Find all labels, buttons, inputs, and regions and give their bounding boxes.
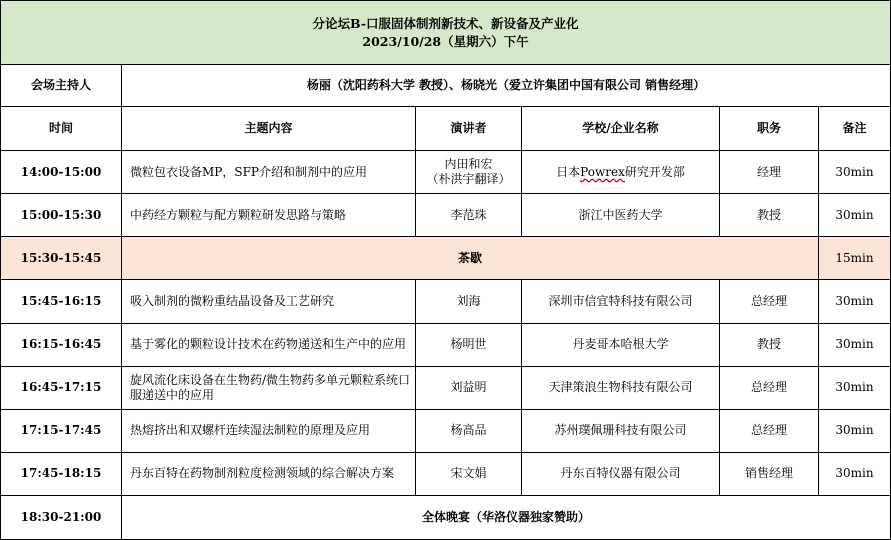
row-time: 17:45-18:15 [1,452,122,495]
row-topic: 吸入制剂的微粉重结晶设备及工艺研究 [122,280,416,323]
row-org: 苏州璞佩珊科技有限公司 [522,409,720,452]
row-org [522,151,720,194]
row-speaker: 刘益明 [416,366,522,409]
row-org: 浙江中医药大学 [522,194,720,237]
row-speaker: 杨明世 [416,323,522,366]
row-speaker: 刘海 [416,280,522,323]
row-topic: 微粒包衣设备MP，SFP介绍和制剂中的应用 [122,151,416,194]
row-position: 销售经理 [720,452,819,495]
break-note: 15min [819,237,891,280]
row-topic: 丹东百特在药物制剂粒度检测领域的综合解决方案 [122,452,416,495]
row-time: 16:45-17:15 [1,366,122,409]
session-date: 2023/10/28（星期六）下午 [362,33,529,49]
row-topic: 中药经方颗粒与配方颗粒研发思路与策略 [122,194,416,237]
table-row [1,323,891,366]
host-label: 会场主持人 [1,65,122,107]
row-speaker: 宋文娟 [416,452,522,495]
break-label: 茶歇 [122,237,819,280]
org-brand: Powrex [580,164,625,179]
col-header-org: 学校/企业名称 [522,107,720,151]
col-header-time: 时间 [1,107,122,151]
col-header-speaker: 演讲者 [416,107,522,151]
col-header-note: 备注 [819,107,891,151]
row-org: 天津策浪生物科技有限公司 [522,366,720,409]
row-note: 30min [819,194,891,237]
row-time: 15:45-16:15 [1,280,122,323]
row-time: 16:15-16:45 [1,323,122,366]
break-row [1,237,891,280]
table-row [1,452,891,495]
row-topic: 基于雾化的颗粒设计技术在药物递送和生产中的应用 [122,323,416,366]
row-time: 14:00-15:00 [1,151,122,194]
page-title: 分论坛B-口服固体制剂新技术、新设备及产业化 [312,15,579,31]
row-speaker [416,151,522,194]
dinner-time: 18:30-21:00 [1,495,122,539]
row-position: 总经理 [720,366,819,409]
row-org: 深圳市信宜特科技有限公司 [522,280,720,323]
row-position: 总经理 [720,280,819,323]
row-position: 经理 [720,151,819,194]
column-header-row [1,107,891,151]
dinner-row [1,495,891,539]
speaker-name: 内田和宏 [444,157,493,172]
row-position: 总经理 [720,409,819,452]
row-topic: 热熔挤出和双螺杆连续湿法制粒的原理及应用 [122,409,416,452]
table-row [1,280,891,323]
table-row [1,151,891,194]
row-note: 30min [819,409,891,452]
row-org: 丹东百特仪器有限公司 [522,452,720,495]
agenda-title-cell [1,1,891,65]
row-note: 30min [819,323,891,366]
dinner-label: 全体晚宴（华洛仪器独家赞助） [122,495,891,539]
row-position: 教授 [720,194,819,237]
table-row [1,409,891,452]
col-header-position: 职务 [720,107,819,151]
org-suffix: 研究开发部 [624,164,685,179]
speaker-translator: （朴洪宇翻译） [426,172,511,187]
row-speaker: 李范珠 [416,194,522,237]
row-note: 30min [819,151,891,194]
break-time: 15:30-15:45 [1,237,122,280]
row-topic: 旋风流化床设备在生物药/微生物药多单元颗粒系统口服递送中的应用 [122,366,416,409]
row-time: 17:15-17:45 [1,409,122,452]
row-note: 30min [819,366,891,409]
host-value: 杨丽（沈阳药科大学 教授）、杨晓光（爱立许集团中国有限公司 销售经理） [122,65,891,107]
row-speaker: 杨高品 [416,409,522,452]
table-row [1,194,891,237]
row-position: 教授 [720,323,819,366]
org-prefix: 日本 [556,164,581,179]
row-note: 30min [819,452,891,495]
col-header-topic: 主题内容 [122,107,416,151]
row-org: 丹麦哥本哈根大学 [522,323,720,366]
row-note: 30min [819,280,891,323]
table-row [1,366,891,409]
row-time: 15:00-15:30 [1,194,122,237]
